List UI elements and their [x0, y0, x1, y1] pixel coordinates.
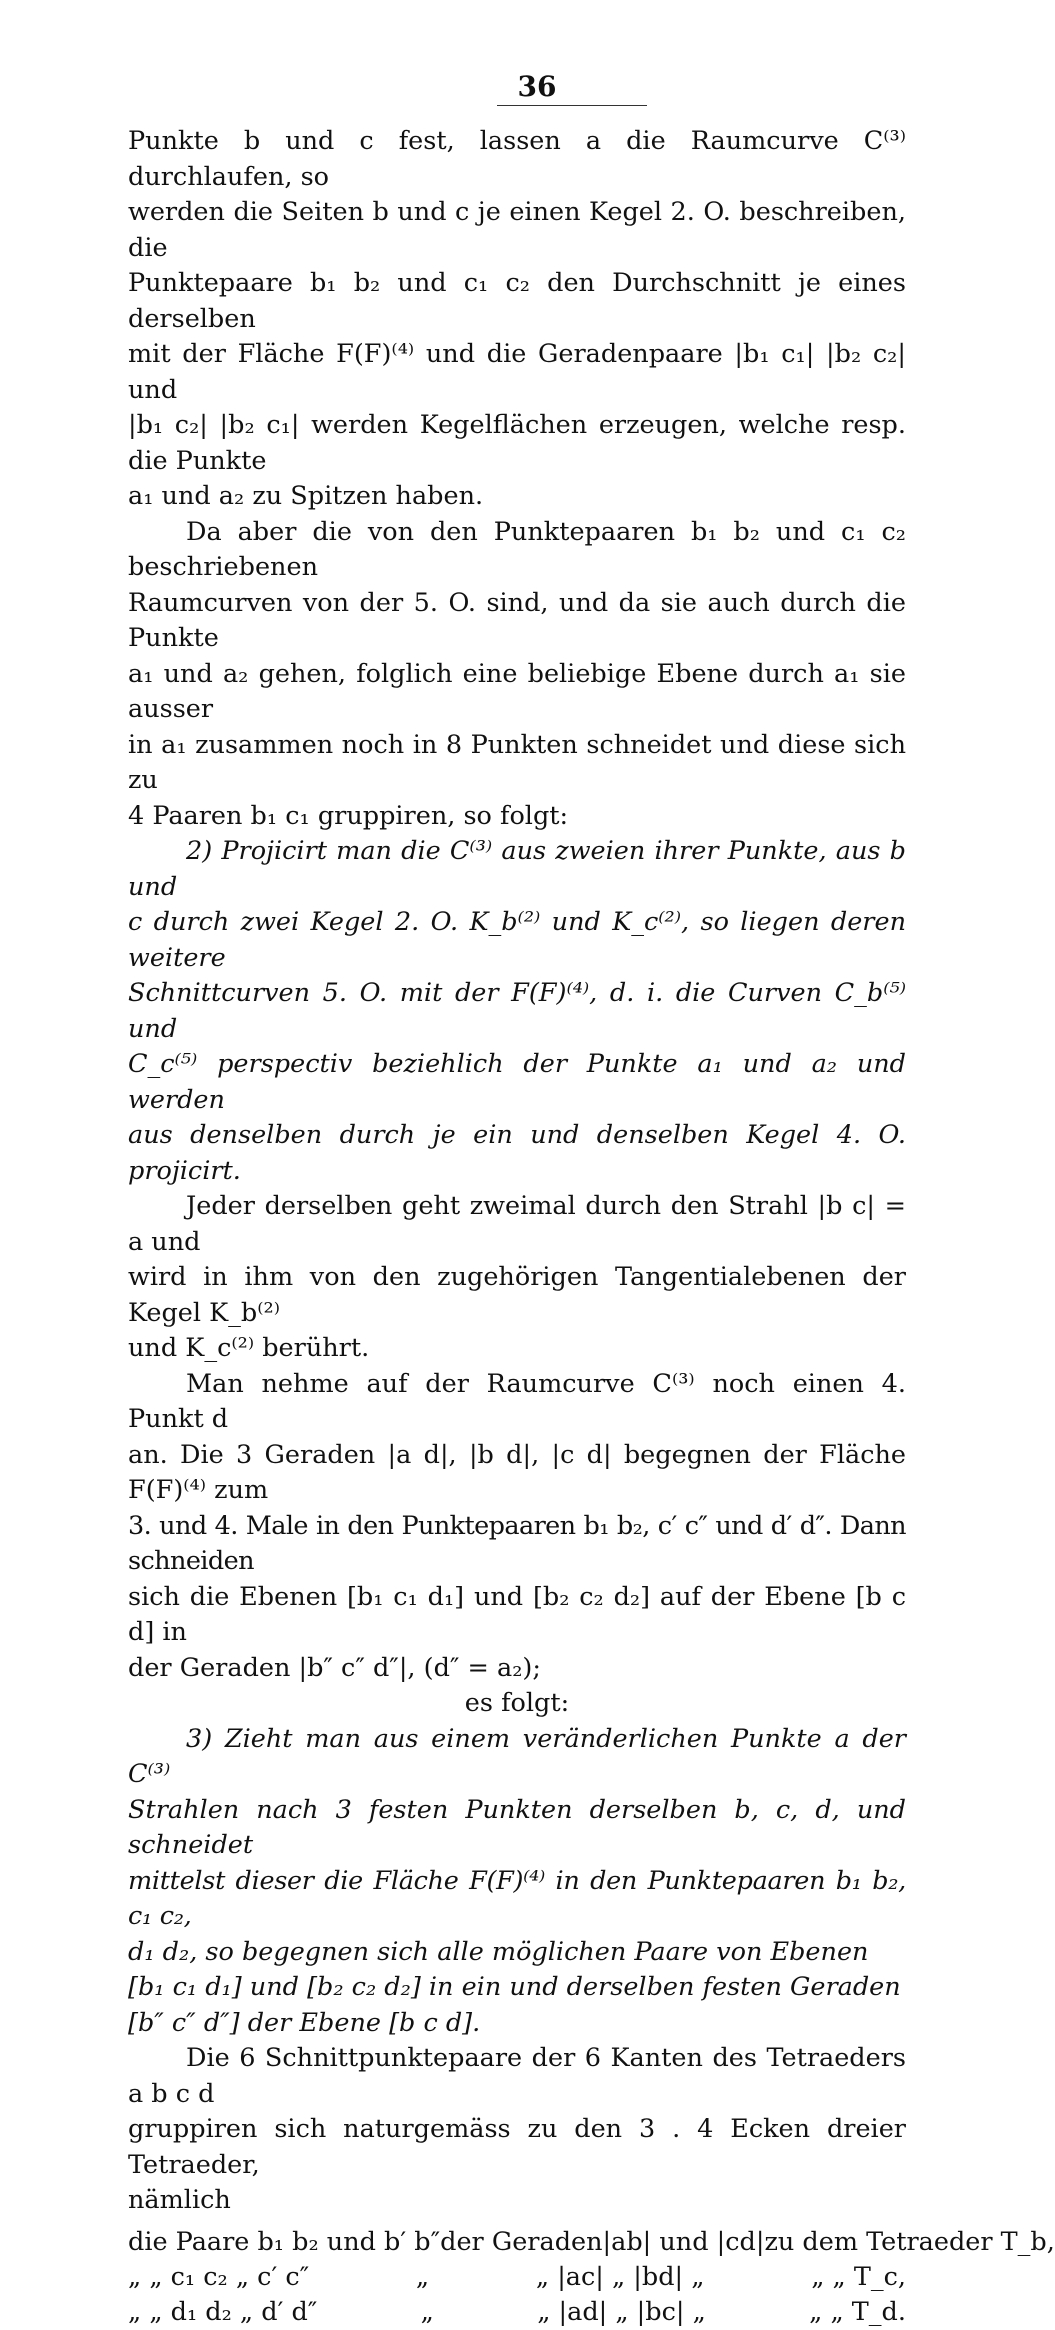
- edge-table: [128, 2225, 1055, 2330]
- text-line: Man nehme auf der Raumcurve C⁽³⁾ noch einen 4. Punkt d: [128, 1368, 906, 1434]
- paragraph-4: [128, 1189, 906, 1367]
- text-line: Die 6 Schnittpunktepaare der 6 Kanten des Tetraeders a b c d: [128, 2043, 906, 2109]
- text-line: wird in ihm von den zugehörigen Tangentialebenen der Kegel K_b⁽²⁾: [128, 1262, 906, 1328]
- text-line: a₁ und a₂ gehen, folglich eine beliebige Ebene durch a₁ sie ausser: [128, 658, 906, 724]
- row-pairs: die Paare b₁ b₂ und b′ b″: [128, 2226, 441, 2257]
- row-edges: „ |ad| „ |bc| „: [537, 2296, 706, 2327]
- text-line: 3. und 4. Male in den Punktepaaren b₁ b₂, c′ c″ und d′ d″. Dann schneiden: [128, 1510, 906, 1576]
- row-edges: „ |ac| „ |bd| „: [535, 2261, 705, 2292]
- paragraph-2: [128, 515, 906, 835]
- text-line: sich die Ebenen [b₁ c₁ d₁] und [b₂ c₂ d₂] auf der Ebene [b c d] in: [128, 1581, 906, 1647]
- text-line: mit der Fläche F(F)⁽⁴⁾ und die Geradenpaare |b₁ c₁| |b₂ c₂| und: [128, 339, 906, 405]
- paragraph-es-folgt: [128, 1686, 906, 1722]
- paragraph-5: [128, 1367, 906, 1687]
- page-number: 36: [517, 70, 557, 103]
- row-tetrahedron: „ „ T_c,: [811, 2261, 906, 2292]
- row-line-label: „: [420, 2296, 434, 2327]
- text-line: [b₁ c₁ d₁] und [b₂ c₂ d₂] in ein und derselben festen Geraden: [128, 1972, 901, 2002]
- text-line: an. Die 3 Geraden |a d|, |b d|, |c d| begegnen der Fläche F(F)⁽⁴⁾ zum: [128, 1439, 906, 1505]
- text-line: Punktepaare b₁ b₂ und c₁ c₂ den Durchschnitt je eines derselben: [128, 268, 906, 334]
- row-line-label: der Geraden: [440, 2226, 603, 2257]
- text-line: Jeder derselben geht zweimal durch den Strahl |b c| = a und: [128, 1191, 906, 1257]
- document-page: [128, 70, 1055, 2330]
- text-line: a₁ und a₂ zu Spitzen haben.: [128, 481, 484, 511]
- text-line: der Geraden |b″ c″ d″|, (d″ = a₂);: [128, 1652, 541, 1683]
- text-line: Da aber die von den Punktepaaren b₁ b₂ und c₁ c₂ beschriebenen: [128, 516, 906, 582]
- theorem-2: [128, 834, 906, 1189]
- text-line: [b″ c″ d″] der Ebene [b c d].: [128, 2007, 481, 2038]
- text-line: Schnittcurven 5. O. mit der F(F)⁽⁴⁾, d. i. die Curven C_b⁽⁵⁾ und: [128, 978, 906, 1044]
- table-row: [128, 2295, 906, 2330]
- text-line: gruppiren sich naturgemäss zu den 3 . 4 Ecken dreier Tetraeder,: [128, 2114, 906, 2180]
- text-line: mittelst dieser die Fläche F(F)⁽⁴⁾ in den Punktepaaren b₁ b₂, c₁ c₂,: [128, 1865, 906, 1931]
- text-line: in a₁ zusammen noch in 8 Punkten schneidet und diese sich zu: [128, 729, 906, 795]
- text-line: werden die Seiten b und c je einen Kegel 2. O. beschreiben, die: [128, 197, 906, 263]
- table-row: [128, 2260, 906, 2295]
- row-pairs: „ „ d₁ d₂ „ d′ d″: [128, 2296, 318, 2327]
- paragraph-8: [128, 2041, 906, 2219]
- text-line: es folgt:: [464, 1688, 570, 1718]
- row-line-label: „: [415, 2261, 430, 2292]
- text-line: d₁ d₂, so begegnen sich alle möglichen Paare von Ebenen: [128, 1936, 869, 1967]
- text-line: c durch zwei Kegel 2. O. K_b⁽²⁾ und K_c⁽²⁾, so liegen deren weitere: [128, 907, 906, 973]
- row-tetrahedron: „ „ T_d.: [809, 2296, 906, 2327]
- row-edges: |ab| und |cd|: [602, 2226, 765, 2257]
- text-line: 2) Projicirt man die C⁽³⁾ aus zweien ihrer Punkte, aus b und: [128, 836, 906, 902]
- text-line: C_c⁽⁵⁾ perspectiv beziehlich der Punkte a₁ und a₂ und werden: [128, 1049, 906, 1115]
- header-rule: [497, 105, 647, 106]
- row-pairs: „ „ c₁ c₂ „ c′ c″: [128, 2261, 310, 2292]
- text-line: Punkte b und c fest, lassen a die Raumcurve C⁽³⁾ durchlaufen, so: [128, 126, 906, 192]
- text-line: Raumcurven von der 5. O. sind, und da sie auch durch die Punkte: [128, 587, 906, 653]
- text-line: aus denselben durch je ein und denselben Kegel 4. O. projicirt.: [128, 1120, 906, 1186]
- text-line: 4 Paaren b₁ c₁ gruppiren, so folgt:: [128, 800, 569, 831]
- text-line: 3) Zieht man aus einem veränderlichen Punkte a der C⁽³⁾: [128, 1723, 906, 1789]
- text-line: nämlich: [128, 2185, 231, 2215]
- paragraph-1: [128, 124, 906, 515]
- theorem-3: [128, 1722, 906, 2042]
- table-row: [128, 2225, 1055, 2260]
- row-tetrahedron: zu dem Tetraeder T_b,: [764, 2226, 1055, 2257]
- text-line: |b₁ c₂| |b₂ c₁| werden Kegelflächen erzeugen, welche resp. die Punkte: [128, 410, 906, 476]
- text-line: Strahlen nach 3 festen Punkten derselben b, c, d, und schneidet: [128, 1794, 906, 1860]
- text-line: und K_c⁽²⁾ berührt.: [128, 1333, 370, 1363]
